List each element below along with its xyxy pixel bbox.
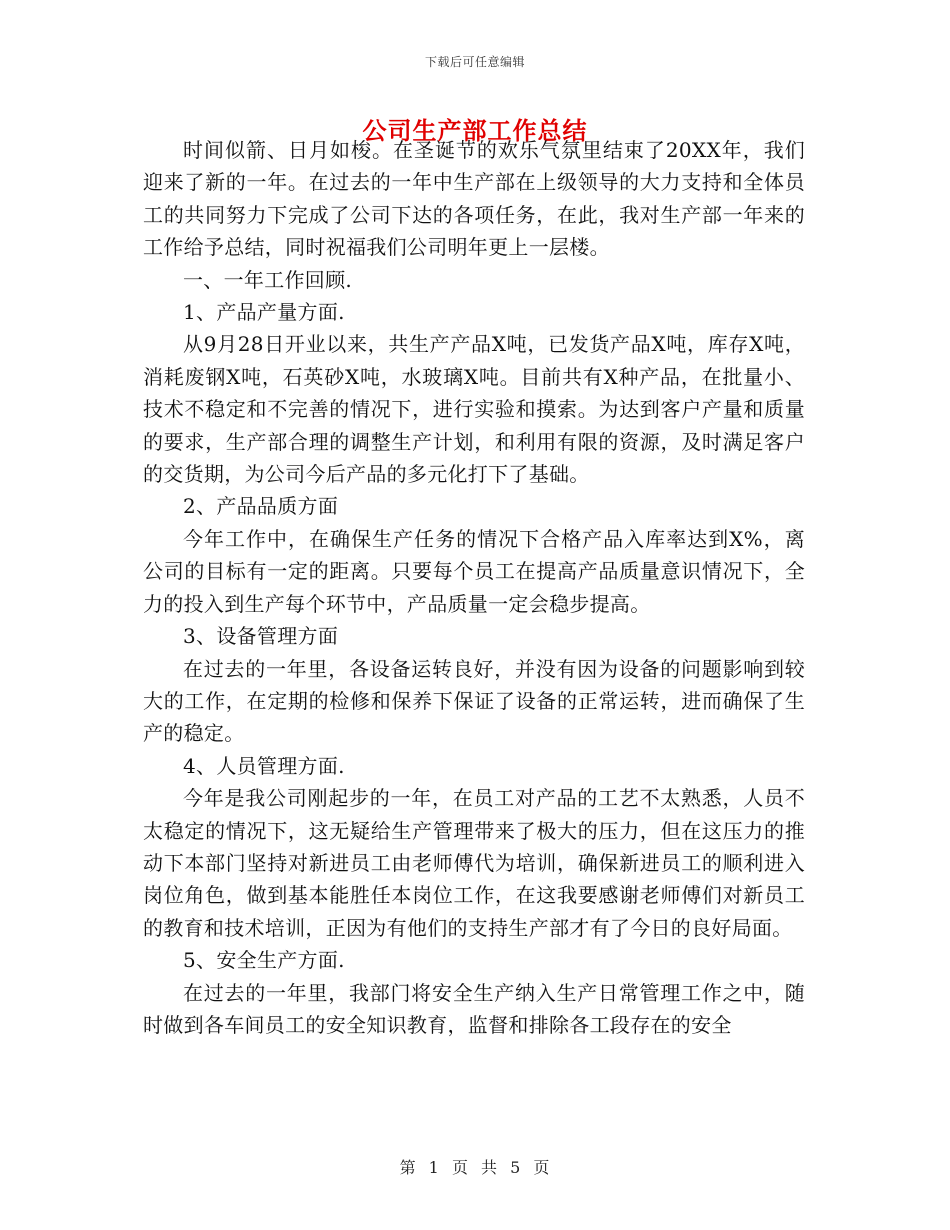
document-body — [143, 134, 805, 1041]
subheading-equipment: 3、设备管理方面 — [183, 624, 339, 649]
header-note: 下载后可任意编辑 — [424, 55, 525, 69]
paragraph-intro: 时间似箭、日月如梭。在圣诞节的欢乐气氛里结束了20XX年，我们迎来了新的一年。在过去的一年中生产部在上级领导的大力支持和全体员工的共同努力下完成了公司下达的各项任务，在此，我对生产部一年来的工作给予总结，同时祝福我们公司明年更上一层楼。 — [143, 138, 805, 260]
paragraph-personnel: 今年是我公司刚起步的一年，在员工对产品的工艺不太熟悉，人员不太稳定的情况下，这无疑给生产管理带来了极大的压力，但在这压力的推动下本部门坚持对新进员工由老师傅代为培训，确保新进员工的顺利进入岗位角色，做到基本能胜任本岗位工作，在这我要感谢老师傅们对新员工的教育和技术培训，正因为有他们的支持生产部才有了今日的良好局面。 — [143, 786, 805, 940]
subheading-output: 1、产品产量方面. — [183, 300, 345, 325]
section-heading-review: 一、一年工作回顾. — [183, 267, 353, 292]
subheading-safety: 5、安全生产方面. — [183, 948, 345, 973]
paragraph-safety: 在过去的一年里，我部门将安全生产纳入生产日常管理工作之中，随时做到各车间员工的安全知识教育，监督和排除各工段存在的安全 — [143, 980, 805, 1037]
paragraph-equipment: 在过去的一年里，各设备运转良好，并没有因为设备的问题影响到较大的工作，在定期的检修和保养下保证了设备的正常运转，进而确保了生产的稳定。 — [143, 656, 805, 746]
page-number-footer: 第 1 页 共 5 页 — [399, 1158, 551, 1177]
paragraph-quality: 今年工作中，在确保生产任务的情况下合格产品入库率达到X%，离公司的目标有一定的距离。只要每个员工在提高产品质量意识情况下，全力的投入到生产每个环节中，产品质量一定会稳步提高。 — [143, 526, 805, 616]
paragraph-output: 从9月28日开业以来，共生产产品X吨，已发货产品X吨，库存X吨，消耗废钢X吨，石英砂X吨，水玻璃X吨。目前共有X种产品，在批量小、技术不稳定和不完善的情况下，进行实验和摸索。为达到客户产量和质量的要求，生产部合理的调整生产计划，和利用有限的资源，及时满足客户的交货期，为公司今后产品的多元化打下了基础。 — [143, 332, 805, 487]
subheading-personnel: 4、人员管理方面. — [183, 753, 345, 778]
subheading-quality: 2、产品品质方面 — [183, 494, 339, 519]
document-title: 公司生产部工作总结 — [362, 116, 588, 145]
